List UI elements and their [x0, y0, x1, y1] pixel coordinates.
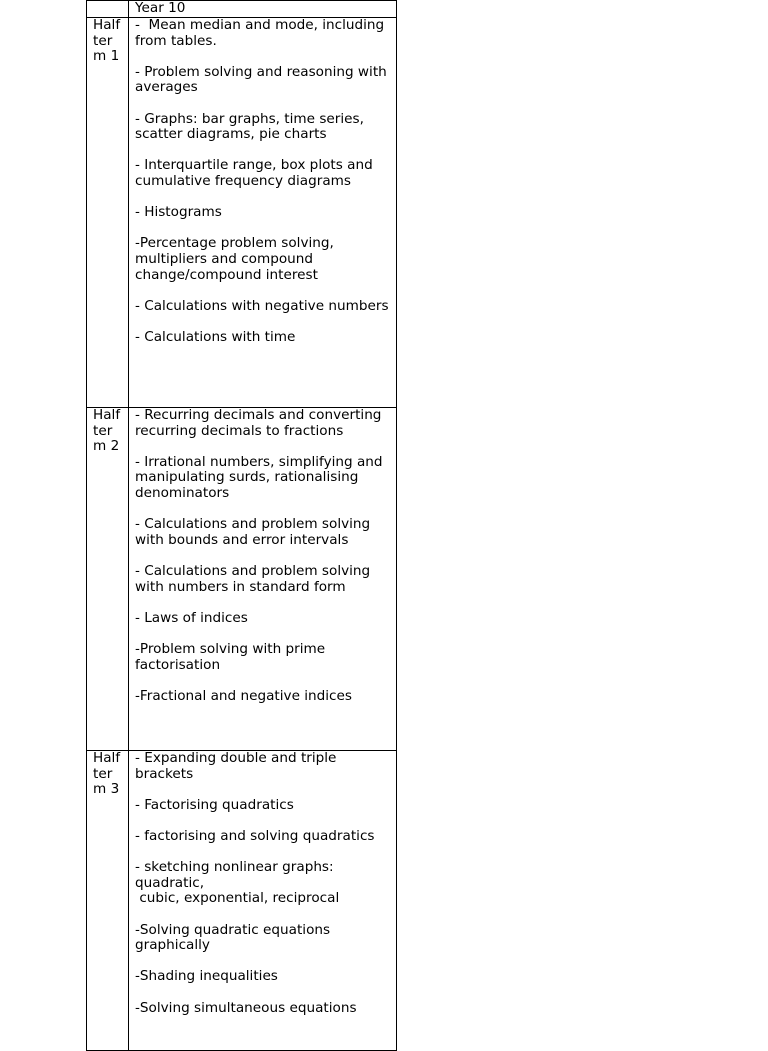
term-label: Half term 3 — [93, 750, 121, 798]
topic-item: - Problem solving and reasoning with averages — [135, 63, 392, 96]
topic-item: -Fractional and negative indices — [135, 687, 352, 704]
table-header-row — [87, 1, 397, 18]
topics-cell — [129, 408, 397, 751]
topics-cell — [129, 751, 397, 1051]
topic-item: -Percentage problem solving, multipliers and compound change/compound interest — [135, 235, 339, 283]
topic-item: - Calculations and problem solving with bounds and error intervals — [135, 516, 375, 548]
year-heading: Year 10 — [129, 1, 397, 18]
term-cell — [87, 751, 129, 1051]
topic-item: -Shading inequalities — [135, 968, 278, 985]
topic-item: -Solving quadratic equations graphically — [135, 921, 335, 954]
topic-item: -Problem solving with prime factorisation — [135, 640, 330, 673]
topic-item: - factorising and solving quadratics — [135, 827, 375, 844]
topic-item: - Calculations with time — [135, 328, 296, 345]
topic-item: - Calculations with negative numbers — [135, 297, 389, 314]
topic-item: -Solving simultaneous equations — [135, 999, 357, 1016]
topic-item: - Irrational numbers, simplifying and manipulating surds, rationalising denominators — [135, 453, 387, 501]
topic-item: - Mean median and mode, including from tables. — [135, 17, 389, 49]
topic-item: - Histograms — [135, 204, 222, 221]
term-label: Half term 2 — [93, 407, 121, 455]
topic-item: - Expanding double and triple brackets — [135, 750, 341, 782]
curriculum-table — [86, 0, 397, 1051]
topic-item: - Laws of indices — [135, 609, 248, 626]
topic-item: - Calculations and problem solving with numbers in standard form — [135, 562, 375, 595]
topic-item: - Factorising quadratics — [135, 796, 294, 813]
topic-item: - sketching nonlinear graphs: quadratic, cubic, exponential, reciprocal — [135, 859, 340, 907]
topic-item: - Graphs: bar graphs, time series, scatter diagrams, pie charts — [135, 110, 369, 143]
table-row — [87, 18, 397, 408]
table-row — [87, 751, 397, 1051]
term-cell — [87, 408, 129, 751]
topic-item: - Recurring decimals and converting recurring decimals to fractions — [135, 407, 386, 439]
table-row — [87, 408, 397, 751]
term-cell — [87, 18, 129, 408]
topic-item: - Interquartile range, box plots and cumulative frequency diagrams — [135, 157, 378, 189]
term-label: Half term 1 — [93, 17, 121, 65]
topics-cell — [129, 18, 397, 408]
header-empty-cell — [87, 1, 129, 18]
